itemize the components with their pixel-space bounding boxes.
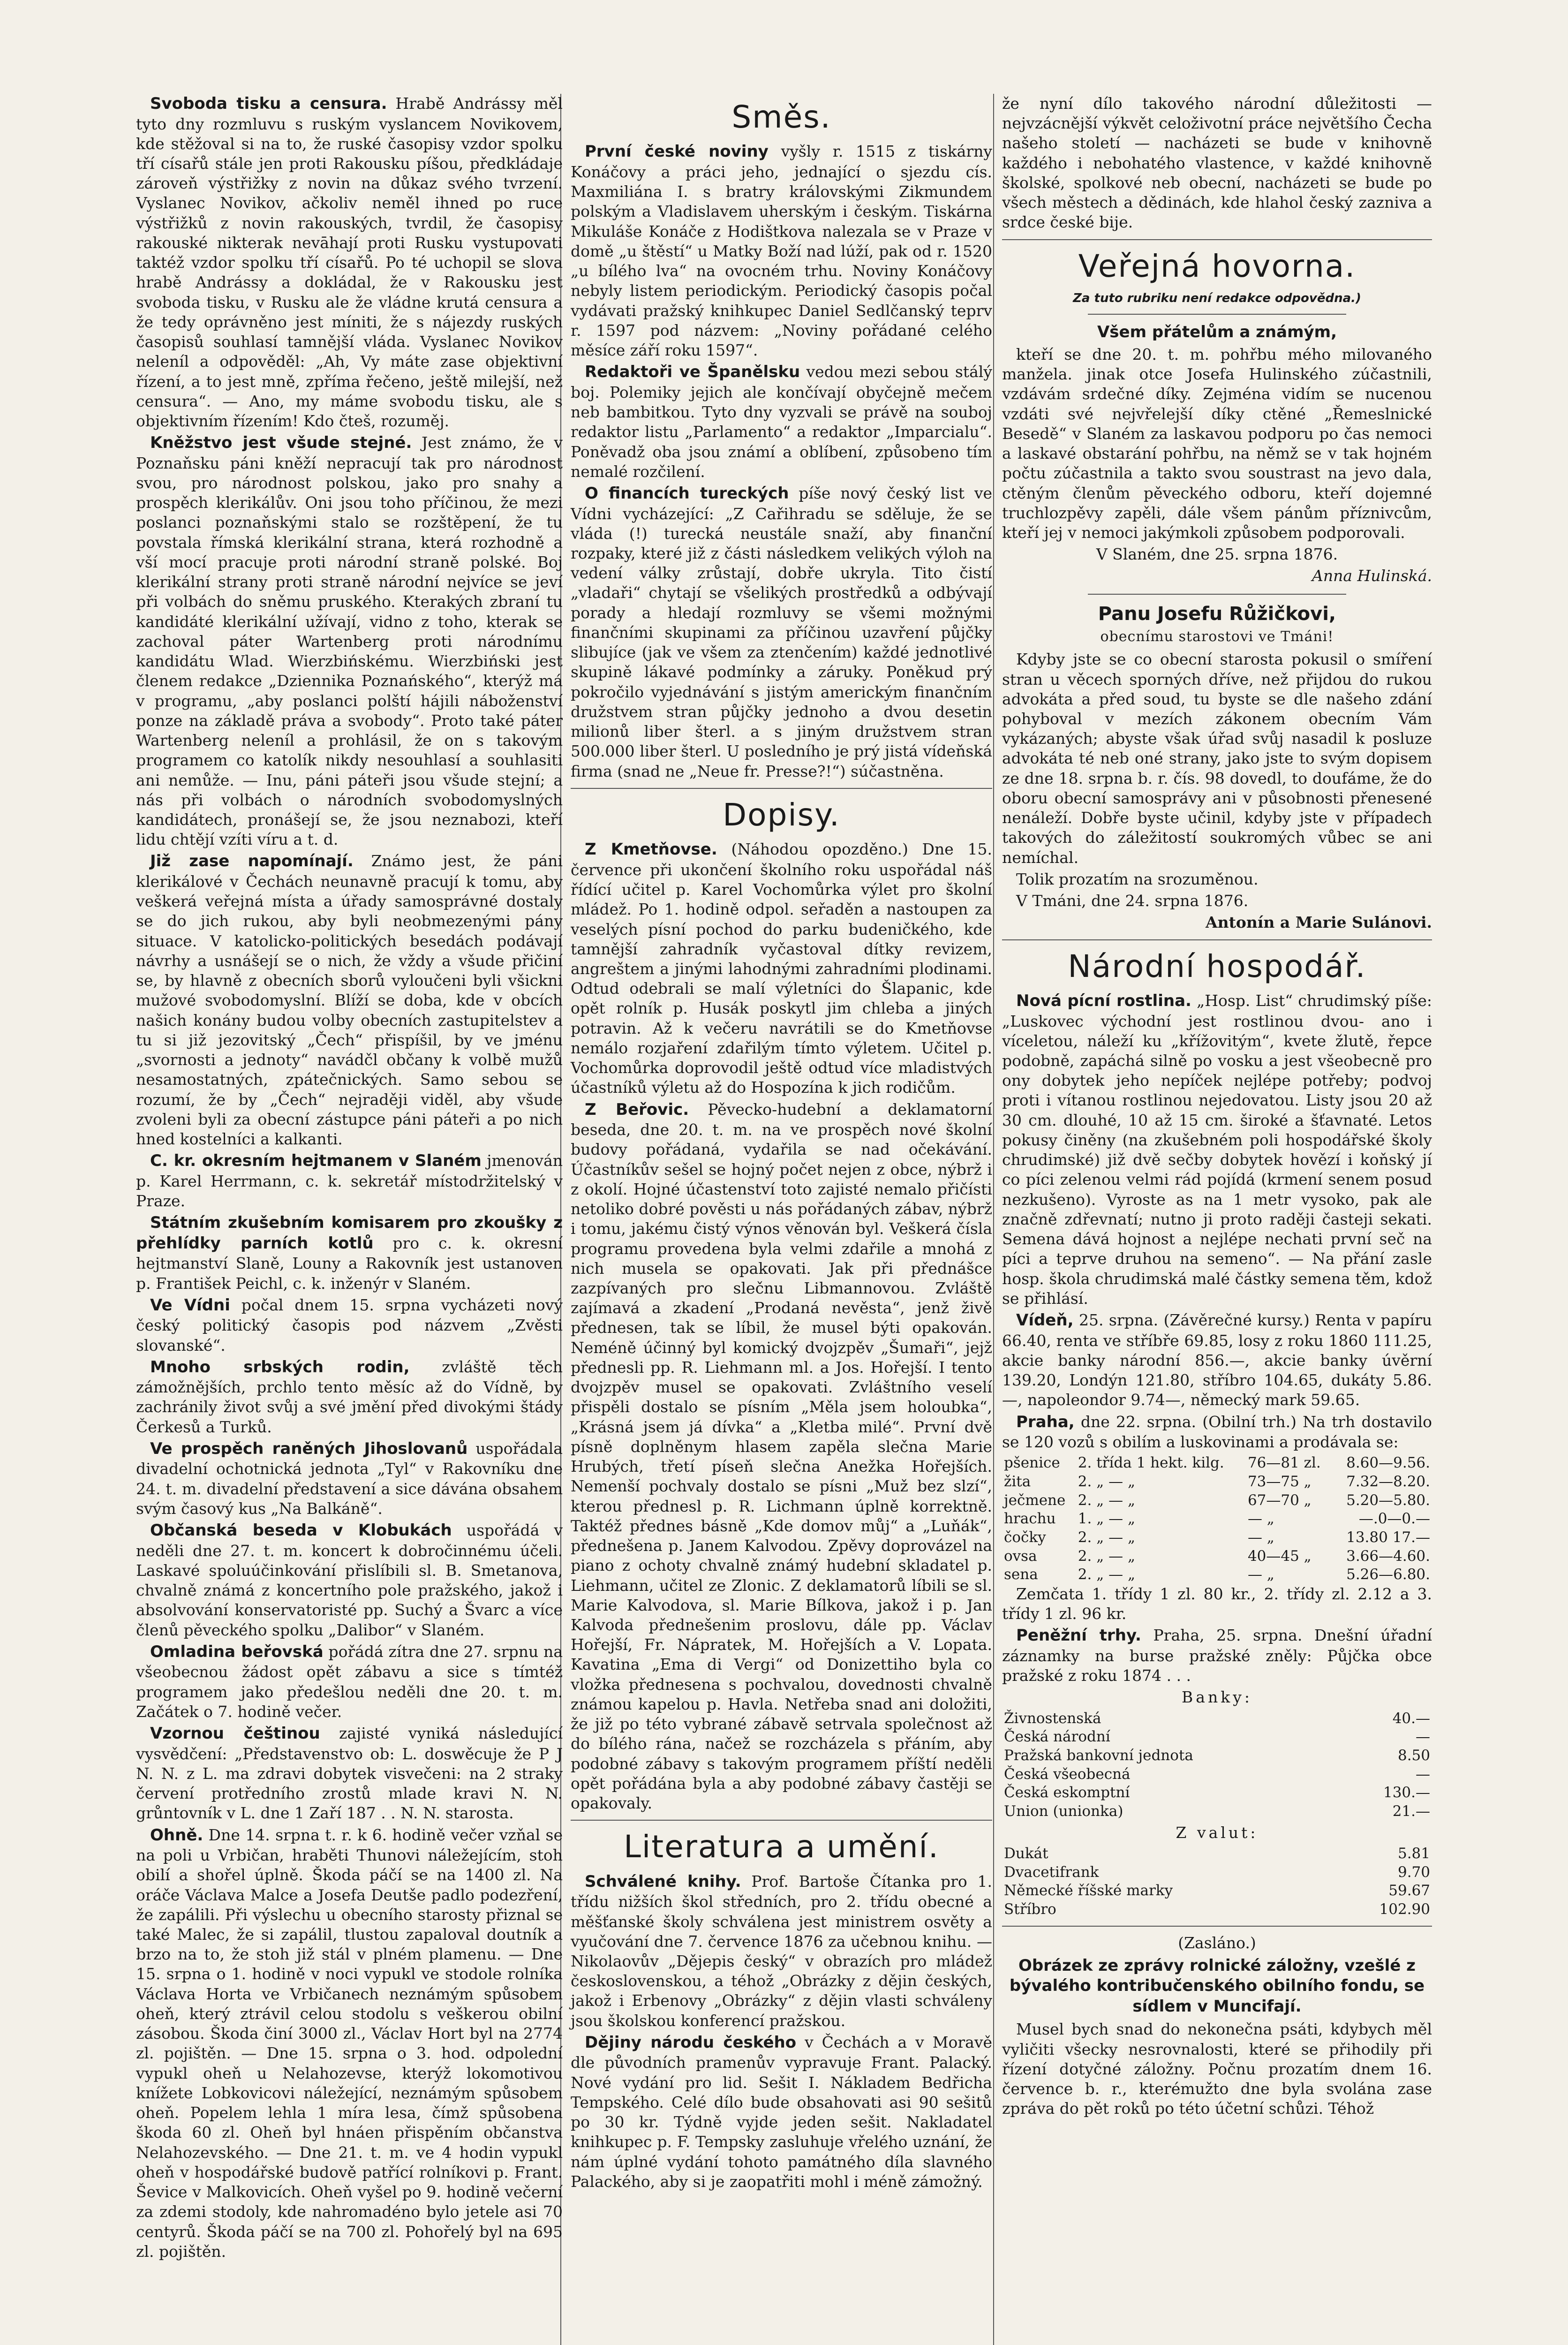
table-cell: Pražská bankovní jednota — [1004, 1747, 1193, 1764]
table-cell: —.0—0.— — [1358, 1510, 1430, 1528]
table-row — [1002, 1747, 1432, 1765]
table-row — [1002, 1882, 1432, 1900]
notice-text: kteří se dne 20. t. m. pohřbu mého milovaného manžela. jinak otce Josefa Hulinského zúčastnili, vzdávám srdečné díky. Zejména vidím se nucenou vzdáti své nejvřelejší díky ctěné „Řemeslnické Besedě“ v Slaném za laskavou podporu po čas nemoci a laskavé obstarání pohřbu, na němž se v tak hojném počtu zúčastnila a takto svou soustrast na jevo dala, ctěným členům pěveckého odboru, kteří dojemné truchlozpěvy zapěli, dále všem pánům příznivcům, kteří jej v nemoci jakýmkoli způsobem podporovali. — [1002, 345, 1432, 542]
article-text: počal dnem 15. srpna vycházeti nový český politický časopis pod názvem „Zvěsti slovanské“. — [136, 1295, 563, 1354]
zaslano-title: Obrázek ze zprávy rolnické záložny, vzešlé z bývalého kontribučenského obilního fondu, se sídlem v Muncifají. — [1009, 1956, 1425, 2016]
table-cell: 3.66—4.60. — [1346, 1547, 1430, 1565]
divider — [1002, 239, 1432, 240]
article-text: vyšly r. 1515 z tiskárny Konáčovy a práci jeho, jednající o sjezdu cís. Maxmiliána I. s bratry královskými Zikmundem polským a Vladislavem uherským i českým. Tiskárna Mikuláše Konáče z Hodištkova nalezala se v Praze v domě „u štěstí“ u Matky Boží nad lúží, pak od r. 1520 „u bílého lva“ na ovocném trhu. Noviny Konáčovy nebyly listem periodickým. Periodický časopis počal vydávati pražský knihkupec Daniel Sedlčanský teprv r. 1597 pod názvem: „Noviny pořádané celého měsíce září roku 1597“. — [571, 142, 992, 360]
table-cell: pšenice — [1004, 1454, 1060, 1472]
table-cell: 130.— — [1383, 1784, 1430, 1801]
table-row — [1002, 1900, 1432, 1919]
table-cell: 76—81 zl. — [1247, 1454, 1321, 1472]
article-text: Jest známo, že v Poznaňsku páni kněží nepracují tak pro národnost svou, pro národnost polskou, jako pro snahy a prospěch klerikálův. Oni jsou toho příčinou, že mezi poslanci poznaňskými stalo se rozštěpení, že tu povstala římská klerikální strana, která rozhodně a vší mocí pracuje proti národní straně polské. Boj klerikální strany proti straně národní nejvíce se jeví při volbách do sněmu pruského. Kterakých zbraní tu kandidáté klerikální užívají, vidno z toho, kterak se zachoval páter Wartenberg proti národnímu kandidátu Wlad. Wierzbińskému. Wierzbiński jest členem redakce „Dziennika Poznańského“, kterýž má v programu, „aby poslanci polští hájili náboženství ponze na základě práva a svobody“. Proto také páter Wartenberg neleníl a prohlásil, že on s takovým programem co katolík nikdy nesouhlasí a souhlasiti ani nemůže. — Inu, páni páteři jsou všude stejní; a nás při volbách o národních svobodomyslných kandidátech, pronášejí se, že jsou neznabozi, kteří lidu chtějí vzíti víru a t. d. — [136, 433, 563, 849]
table-cell: Česká národní — [1004, 1728, 1110, 1746]
article-text: Prof. Bartoše Čítanka pro 1. třídu nižších škol středních, pro 2. třídu obecné a měšťanské školy schválena jest ministrem osvěty a vyučování dne 7. července 1876 za učebnou knihu. — Nikolaovův „Dějepis český“ v obrazích pro mládež československou, a téhož „Obrázky z dějin českých, jakož i Erbenovy „Obrázky“ z dějin vlasti schváleny jsou školskou konferencí pražskou. — [571, 1872, 992, 2030]
article-text: uspořádala divadelní ochotnická jednota „Tyl“ v Rakovníku dne 24. t. m. divadelní představení a sice dávána obsahem svým časový kus „Na Balkáně“. — [136, 1439, 563, 1518]
article-title: Praha, — [1016, 1412, 1075, 1431]
table-cell: 5.20—5.80. — [1346, 1491, 1430, 1509]
article-text: Pěvecko-hudební a deklamatorní beseda, dne 20. t. m. na ve prospěch nové školní budovy pořádaná, vydařila se nad očekávání. Účastníkův sešel se hojný počet nejen z obce, nýbrž i z okolí. Hojné účastenství toto zajisté nemalo přičísti netoliko dobré pověsti u nás pořádaných zábav, nýbrž i tomu, jakému čistý výnos věnován byl. Veškerá čísla programu provedena byla velmi zdařile a mnohá z nich musela se opakovati. Jak při přednášce zazpívaných pro slečnu Libmannovou. Zvláště zajímavá a zkadení „Prodaná nevěsta“, jenž živě přednesen, tak se líbil, že musel býti opakován. Neméně účinný byl komický dvojzpěv „Šumaři“, jejž přednesli pp. R. Liehmann ml. a Jos. Hořejší. I tento dvojzpěv musel se opakovati. Zvláštního veselí přispěli dostalo se písním „Měla jsem holoubka“, „Krásná jsem já dívka“ a „Kletba milé“. První dvě písně doplněnym hlasem zapěla slečna Marie Hrubých, třetí píseň slečna Anežka Hořejších. Nemenší pochvaly dostalo se písni „Muž bez slzí“, kterou přednesl p. R. Lichmann úplně korrektně. Taktéž přednes básně „Kde domov můj“ a „Luňák“, přednešena p. Janem Kalvodou. Zpěvy doprovázel na piano z ochoty chvalně známý hudební skladatel p. Liehmann, učitel ze Zlonic. Z deklamatorů líbili se sl. Marie Kalvodova, sl. Marie Bílkova, jakož i p. Jan Kalvoda přednešenim proslovu, dále pp. Václav Hořejší, Fr. Nápratek, M. Hořejších a V. Lopata. Kavatina „Ema di Vergi“ od Donizettiho byla co vložka přednesena s pochvalou, dovednosti chvalně známou kapelou p. Havla. Netřeba snad ani doložiti, že již po této vybrané zábavě setrvala společnost až do bílého rána, načež se rozcházela s přáním, aby podobné zábavy s takovým programem příští neděli opět pořádána byla a aby podobné zábavy častěji se opakovaly. — [571, 1100, 992, 1813]
table-cell: žita — [1004, 1473, 1031, 1490]
table-cell: Union (unionka) — [1004, 1803, 1123, 1820]
article-text: (Náhodou opozděno.) Dne 15. července při ukončení školního roku uspořádal náš řídící učitel p. Karel Vochomůrka výlet pro školní mládež. Po 1. hodině odpol. seřaděn a nastoupen za veselých písní pochod do parku budeničkého, kde tamnější zahradník vyčastoval dítky revizem, angreštem a jinými lahodnými zahradními plodinami. Odtud odebrali se malí výletníci do Šlapanic, kde opět rolník p. Husák poskytl jim chleba a jiných potravin. Až k večeru navrátili se do Kmetňovse nemálo rozjaření zdařilým tímto výletem. Učitel p. Vochomůrka doprovodil ještě odtud více mladistvých účastníků výletu až do Hospozína k jich rodičům. — [571, 840, 992, 1097]
article-title: Vídeň, — [1016, 1311, 1074, 1330]
table-cell: — „ — [1247, 1566, 1274, 1583]
article — [136, 1520, 563, 1640]
article — [136, 1825, 563, 2262]
divider — [1002, 1926, 1432, 1927]
notice-subtitle: obecnímu starostovi ve Tmáni! — [1100, 628, 1334, 645]
table-row — [1002, 1454, 1432, 1473]
article-title: Ohně. — [150, 1825, 204, 1845]
article — [136, 1642, 563, 1722]
table-cell: Česká eskomptní — [1004, 1784, 1130, 1801]
article-text: uspořádá v neděli dne 27. t. m. koncert k dobročinnému účeli. Laskavé spoluúčinkování přislíbili sl. B. Smetanova, chvalně známá z koncertního pole pražského, jakož i absolvování konservatoristé pp. Suchý a Švarc a více členů pěveckého spolku „Dalibor“ v Slaném. — [136, 1521, 563, 1639]
article — [136, 1213, 563, 1294]
section-title-hovorna: Veřejná hovorna. — [1078, 248, 1356, 284]
zaslano-text: Musel bych snad do nekonečna psáti, kdybych měl vyličiti všecky nesrovnalosti, které se přihodily při řízení dotyčné záložny. Počnu prozatím dnem 16. července b. r., kterémužto dne byla svolána zase zpráva do pět roků po této účetní schůzi. Téhož — [1002, 2020, 1432, 2118]
article-text: píše nový český list ve Vídni vycházející: „Z Cařihradu se sděluje, že se vláda (!) turecká neustále snaží, aby finanční rozpaky, které již z části následkem velikých výloh na vedení války zrůstají, dobře ukryla. Tito čistí „vladaři“ chytají se všelikých prostředků a odbývají porady a hledají rozmluvy se všemi možnými finančními skupinami za příčinou uzavření půjčky slibujíce (jak ve všem za ztenčením) každé jednotlivé skupině lákavé podmínky a záruky. Poněkud prý pokročilo vyjednávání s jistým americkým finančním družstvem stran půjčky jednoho a dvou desetin milionů liber šterl. a s jiným družstvem stran 500.000 liber šterl. U posledního je prý jistá vídeňská firma (snad ne „Neue fr. Presse?!“) súčastněna. — [571, 484, 993, 780]
table-cell: 5.26—6.80. — [1346, 1566, 1430, 1583]
table-cell: 2. „ — „ — [1078, 1547, 1136, 1565]
banks-table — [1002, 1710, 1432, 1821]
table-row — [1002, 1728, 1432, 1747]
article — [571, 484, 992, 781]
article — [1002, 1310, 1432, 1410]
article-title: Ve prospěch raněných Jihoslovanů — [150, 1439, 468, 1458]
table-cell: 102.90 — [1379, 1900, 1430, 1918]
table-cell: 73—75 „ — [1247, 1473, 1312, 1490]
table-cell: 8.50 — [1397, 1747, 1430, 1764]
table-cell: sena — [1004, 1566, 1038, 1583]
notice-text: Kdyby jste se co obecní starosta pokusil o smíření stran u věcech sporných dříve, než přijdou do rukou advokáta a před soud, tu byste se dle našeho zdání pohyboval v mezích zákonem obecním Vám vykázaných; abyste však úřad svůj nasadil k posluze advokáta té neb oné strany, jako jste to svým dopisem ze dne 18. srpna b. r. čís. 98 dovedl, to doufáme, že do oboru obecní samosprávy ani v působnosti přenesené nenáleží. Dobře byste učinil, kdyby jste v případech takových do záležitostí soukromých vůbec se ani nemíchal. — [1002, 650, 1432, 867]
notice-closing: Tolik prozatím na srozuměnou. — [1016, 870, 1259, 888]
article-title: První české noviny — [585, 142, 769, 161]
article-title: Občanská beseda v Klobukách — [150, 1521, 452, 1540]
table-row — [1002, 1510, 1432, 1528]
article — [136, 1151, 563, 1211]
article — [571, 840, 992, 1097]
table-cell: 21.— — [1392, 1803, 1430, 1820]
table-cell: 2. „ — „ — [1078, 1528, 1136, 1546]
article-text: Dne 14. srpna t. r. k 6. hodině večer vzňal se na poli u Vrbičan, hraběti Thunovi náležejícím, stoh obilí a shořel úplně. Škoda páčí se na 1400 zl. Na oráče Václava Malce a Josefa Deutše padlo podezření, že zapálili. Při výslechu u obecního starosty přiznal se také Malec, že si zapálil, tlustou zapaloval doutník a brzo na to, že stoh již stál v plném plamenu. — Dne 15. srpna o 1. hodině v noci vypukl ve stodole rolníka Václava Horta ve Vrbičanech neznámým spůsobem oheň, který ztrávil celou stodolu s veškerou obilní zásobou. Škoda činí 3000 zl., Václav Hort byl na 2774 zl. pojištěn. — Dne 15. srpna o 3. hod. odpolední vypukl oheň u Nelahozevse, kterýž lokomotivou knížete Lobkovicovi náležející, neznámým spůsobem oheň. Popelem lehla 1 míra lesa, čímž spůsobena škoda 60 zl. Oheň byl hnáen přispěním občanstva Nelahozevského. — Dne 21. t. m. ve 4 hodin vypukl oheň v hospodářské budově patřící rolníkovi p. Frant. Ševice v Malkovicích. Oheň vyšel po 9. hodině večerní za zdemi stodoly, kde nahromadéno bylo jetele asi 70 centyrů. Škoda páčí se na 700 zl. Pohořelý byl na 695 zl. pojištěn. — [136, 1825, 563, 2261]
table-row — [1002, 1784, 1432, 1802]
article-title: O financích tureckých — [585, 484, 789, 503]
table-cell: Živnostenská — [1004, 1710, 1101, 1727]
section-note: Za tuto rubriku není redakce odpovědna.) — [1073, 291, 1361, 306]
table-row — [1002, 1845, 1432, 1863]
divider — [1002, 939, 1432, 940]
table-row — [1002, 1528, 1432, 1547]
table-row — [1002, 1710, 1432, 1728]
article — [1002, 1412, 1432, 1452]
section-title-smes: Směs. — [731, 99, 831, 135]
banks-title: Banky: — [1182, 1688, 1252, 1707]
divider — [571, 788, 992, 789]
table-cell: 9.70 — [1397, 1863, 1430, 1881]
section-title-dopisy: Dopisy. — [723, 796, 840, 833]
article-text: Hrabě Andrássy měl tyto dny rozmluvu s ruským vyslancem Novikovem, kde stěžoval si na to, že ruské časopisy vzdor spolku tří císařů stále jen proti Rakousku píšou, předkládaje zároveň výstřižky z novin na důkaz svého tvrzení. Vyslanec Novikov, ačkoliv neměl ihned po ruce výstřižků z novin rakouských, tvrdil, že časopisy rakouské nikterak nevāhají proti Rusku vystupovati taktéž vzdor spolku tří císařů. Po té uchopil se slova hrabě Andrássy a dokládal, že v Rakousku jest svoboda tisku, v Rusku ale že vládne krutá censura a že tedy oprávněno jest míniti, že s nájezdy ruských časopisů souhlasí tamnější vláda. Vyslanec Novikov neleníl a odpověděl: „Ah, Vy máte zase objektivní řízení, a to jest mně, zpříma řečeno, ještě milejší, než censura“. — Ano, my máme svobodu tisku, ale s objektivním řízením! Kdo čteš, rozuměj. — [136, 94, 563, 431]
table-row — [1002, 1566, 1432, 1584]
article-title: Kněžstvo jest všude stejné. — [150, 433, 412, 453]
table-cell: 5.81 — [1397, 1845, 1430, 1862]
article — [571, 362, 992, 482]
article-text: že nyní dílo takového národní důležitosti — nejvzácnější výkvět celoživotní práce největšího Čecha našeho století — nacházeti se bude v knihovně každého i nebohatého vlastence, v každé knihovně školské, spolkové neb obecní, nacházeti se bude po všech městech a dědinách, kde hlahol český zazniva a srdce české bije. — [1002, 94, 1432, 232]
notice-title: Panu Josefu Růžičkovi, — [1098, 603, 1336, 625]
article-text: dne 22. srpna. (Obilní trh.) Na trh dostavilo se 120 vozů s obilím a luskovinami a prodávala se: — [1002, 1412, 1432, 1452]
article-text: v Čechách a v Moravě dle původních pramenův vypravuje Frant. Palacký. Nové vydání pro lid. Sešit I. Nákladem Bedřicha Tempského. Celé dílo bude obsahovati asi 90 sešitů po 30 kr. Týdně vyjde jeden sešit. Nakladatel knihkupec p. F. Tempsky zasluhuje vřelého uznání, že nám úplné vydání tohoto památného díla slavného Palackého, aby si je zaopatřiti mohl i méně zámožný. — [571, 2033, 992, 2191]
table-row — [1002, 1765, 1432, 1784]
article-text: zvláště těch zámožnějších, prchlo tento měsíc až do Vídně, by zachránily život svůj a své jmění před divokými štády Čerkesů a Turků. — [136, 1357, 563, 1436]
article — [136, 94, 563, 431]
article-title: Již zase napomínají. — [150, 852, 354, 871]
table-cell: 1. „ — „ — [1078, 1510, 1136, 1528]
article-title: Svoboda tisku a censura. — [150, 94, 387, 113]
table-cell: čočky — [1004, 1528, 1046, 1546]
zaslano-label: (Zasláno.) — [1178, 1933, 1256, 1952]
table-row — [1002, 1802, 1432, 1821]
notice-signature: Antonín a Marie Sulánovi. — [1206, 913, 1432, 932]
table-cell: Dvacetifrank — [1004, 1863, 1099, 1881]
article-text: jmenován p. Karel Herrmann, c. k. sekretář místodržitelský v Praze. — [136, 1151, 563, 1210]
article-title: Mnoho srbských rodin, — [150, 1357, 410, 1377]
article-title: Státním zkušebním komisarem pro zkoušky z přehlídky parních kotlů — [136, 1213, 563, 1253]
table-cell: 2. „ — „ — [1078, 1566, 1136, 1583]
table-cell: 40.— — [1392, 1710, 1430, 1727]
article — [136, 1439, 563, 1519]
article-title: Redaktoři ve Španělsku — [585, 363, 800, 382]
table-cell: Německé říšské marky — [1004, 1882, 1173, 1899]
table-cell: Stříbro — [1004, 1900, 1056, 1918]
article-title: Schválené knihy. — [585, 1872, 741, 1891]
article — [571, 142, 992, 360]
table-row — [1002, 1547, 1432, 1566]
article-title: Z Beřovic. — [585, 1100, 689, 1119]
table-cell: — „ — [1247, 1528, 1274, 1546]
table-cell: 2. „ — „ — [1078, 1473, 1136, 1490]
notice-place-date: V Tmáni, dne 24. srpna 1876. — [1016, 892, 1249, 910]
article-text: zajisté vyniká následující vysvědčení: „Představenstvo ob: L. doswěcuje že P J N. N. z L. ma zdravi dobytek visvečeni: na 2 straky červení protředního zrostů mlade kravi N. N. grůntovník v L. dne 1 Zaří 187 . . N. N. starosta. — [136, 1724, 563, 1823]
article-text: 25. srpna. (Závěrečné kursy.) Renta v papíru 66.40, renta ve stříbře 69.85, losy z roku 1860 111.25, akcie banky národní 856.—, akcie banky úvěrní 139.20, Londýn 121.80, stříbro 104.65, dukáty 5.86.—, napoleondor 9.74—, německý mark 59.65. — [1002, 1311, 1432, 1409]
column-left — [136, 94, 563, 2345]
table-cell: 7.32—8.20. — [1346, 1473, 1430, 1490]
table-row — [1002, 1473, 1432, 1491]
divider — [1088, 594, 1346, 595]
table-cell: — — [1416, 1728, 1430, 1746]
article — [136, 433, 563, 849]
table-cell: 40—45 „ — [1247, 1547, 1312, 1565]
notice-place-date: V Slaném, dne 25. srpna 1876. — [1096, 545, 1338, 564]
table-row — [1002, 1863, 1432, 1882]
notice-signature: Anna Hulinská. — [1312, 567, 1432, 585]
table-cell: 2. „ — „ — [1078, 1491, 1136, 1509]
table-cell: — — [1416, 1765, 1430, 1783]
article — [571, 2033, 992, 2192]
divider — [1088, 314, 1346, 315]
article-text: Známo jest, že páni klerikálové v Čechách neunavně pracují k tomu, aby veškerá veřejná místa a úřady samosprávné dostaly se do jich rukou, aby byli neobmezenými pány situace. V katolicko-politických besedách podávají návrhy a usnášejí se o nich, že vždy a všude přičiní se, by hlavně z obecních sborů vyloučeni byli všickni mužové svobodomyslní. Blíží se doba, kde v obcích našich konány budou volby obecních zastupitelstev a tu si již jezovitský „Čech“ přispíšil, by ve jménu „svornosti a jednoty“ navádčl občany k volbě mužů nesamostatných, zpátečnických. Samo sebou se rozumí, že by „Čech“ nejraději viděl, aby všude zvoleni byli za obecní zástupce páni páteři a po nich hned kostelníci a kalkanti. — [136, 852, 563, 1149]
table-cell: 2. třída 1 hekt. kilg. — [1078, 1454, 1224, 1472]
article — [136, 1357, 563, 1437]
table-cell: Česká všeobecná — [1004, 1765, 1131, 1783]
article-text: vedou mezi sebou stálý boj. Polemiky jejich ale končívají obyčejně mečem neb bambitkou. Tyto dny vyzvali se právě na souboj redaktor listu „Parlamento“ a redaktor „Imparcialu“. Poněvadž oba jsou známí a oblíbení, způsobeno tím nemalé rozčilení. — [571, 363, 992, 481]
article — [1002, 991, 1432, 1309]
table-cell: 59.67 — [1388, 1882, 1430, 1899]
article-text: „Hosp. List“ chrudimský píše: „Luskovec východní jest rostlinou dvou- ano i víceletou, náleží ku „křížovitým“, kvete žlutě, řepce podobně, zapáchá silně po vosku a jest všeobecně pro ony dobytek jeho nepíček nejlépe potřeby; podvoj proti i vítanou rostlinou nejedovatou. Listy jsou 20 až 30 cm. dlouhé, 10 až 15 cm. široké a šťavnaté. Letos pokusy činěny (na zkušebném poli hospodářské školy chrudimské) již dvě sečby dobytek hovězí i koňský jí co píci zelenou velmi rád pojídá (krmení senem posud nezkušeno). Vyroste as na 1 metr vysoko, pak ale značně zdřevnatí; nutno ji proto raději časteji sekati. Semena dává hojnost a nejlépe nechati první seč na píci a teprve druhou na semeno“. — Na přání zasle hosp. škola chrudimská malé částky semena těm, kdož se přihlásí. — [1002, 991, 1432, 1308]
article — [136, 851, 563, 1149]
table-cell: ječmene — [1004, 1491, 1066, 1509]
article-title: Z Kmetňovse. — [585, 840, 717, 859]
table-cell: Dukát — [1004, 1845, 1048, 1862]
table-cell: 13.80 17.— — [1346, 1528, 1430, 1546]
article-text: pořádá zítra dne 27. srpnu na všeobecnou žádost opět zábavu a sice s tímtéž programem jako předešlou neděli dne 20. t. m. Začátek o 7. hodině večer. — [136, 1642, 563, 1721]
valut-title: Z valut: — [1176, 1823, 1259, 1842]
article — [571, 1100, 992, 1814]
section-title-literatura: Literatura a umění. — [624, 1829, 939, 1865]
table-cell: 8.60—9.56. — [1346, 1454, 1430, 1472]
article — [1002, 1626, 1432, 1686]
column-right — [992, 94, 1435, 2345]
table-cell: 67—70 „ — [1247, 1491, 1312, 1509]
article-title: Omladina beřovská — [150, 1642, 324, 1661]
article-title: Dějiny národu českého — [585, 2033, 797, 2052]
table-cell: ovsa — [1004, 1547, 1037, 1565]
article-text: Praha, 25. srpna. Dnešní úřadní záznamky na burse pražské zněly: Půjčka obce pražské z roku 1874 . . . — [1002, 1626, 1432, 1685]
table-cell: — „ — [1247, 1510, 1274, 1528]
grain-price-table — [1002, 1454, 1432, 1584]
article-title: Vzornou češtinou — [150, 1724, 320, 1743]
table-cell: hrachu — [1004, 1510, 1056, 1528]
article-title: Peněžní trhy. — [1016, 1626, 1141, 1645]
divider — [571, 1820, 992, 1821]
section-title-hospodar: Národní hospodář. — [1068, 948, 1366, 984]
article-title: Ve Vídni — [150, 1295, 230, 1315]
article — [136, 1724, 563, 1823]
table-row — [1002, 1491, 1432, 1510]
article — [571, 1872, 992, 2031]
notice-title: Všem přátelům a známým, — [1097, 323, 1337, 342]
zemcata-prices: Zemčata 1. třídy 1 zl. 80 kr., 2. třídy zl. 2.12 a 3. třídy 1 zl. 96 kr. — [1002, 1584, 1432, 1623]
column-middle — [560, 94, 999, 2345]
article-text: pro c. k. okresní hejtmanství Slaně, Louny a Rakovník jest ustanoven p. František Peichl, c. k. inženýr v Slaném. — [136, 1233, 563, 1293]
valut-table — [1002, 1845, 1432, 1919]
article — [136, 1295, 563, 1355]
article-title: Nová pícní rostlina. — [1016, 991, 1191, 1011]
article-title: C. kr. okresním hejtmanem v Slaném — [150, 1151, 482, 1171]
